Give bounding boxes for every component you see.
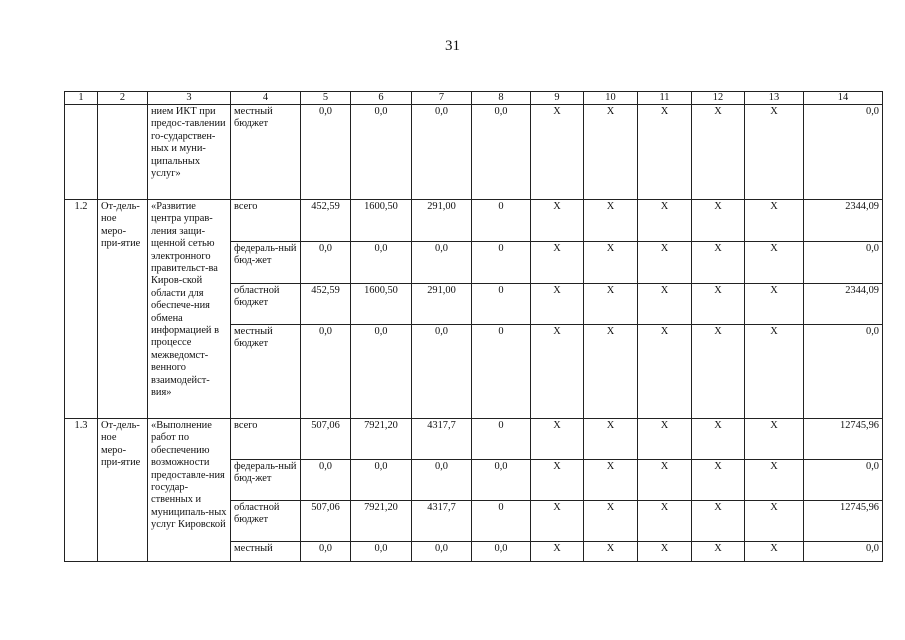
- value-cell: 507,06: [301, 501, 351, 542]
- x-mark-cell: Х: [692, 542, 745, 562]
- x-mark-cell: Х: [692, 501, 745, 542]
- value-cell: 0: [472, 501, 531, 542]
- value-cell: 7921,20: [351, 419, 412, 460]
- value-cell: 1600,50: [351, 284, 412, 325]
- total-cell: 0,0: [804, 242, 883, 284]
- total-cell: 0,0: [804, 542, 883, 562]
- value-cell: 291,00: [412, 200, 472, 242]
- column-header: 10: [584, 92, 638, 105]
- x-mark-cell: Х: [745, 200, 804, 242]
- value-cell: 452,59: [301, 200, 351, 242]
- value-cell: 0,0: [301, 542, 351, 562]
- x-mark-cell: Х: [692, 460, 745, 501]
- column-header: 7: [412, 92, 472, 105]
- x-mark-cell: Х: [584, 284, 638, 325]
- funding-source: федераль-ный бюд-жет: [231, 460, 301, 501]
- column-header: 2: [98, 92, 148, 105]
- x-mark-cell: Х: [638, 460, 692, 501]
- value-cell: 0,0: [472, 105, 531, 200]
- value-cell: 0,0: [412, 105, 472, 200]
- x-mark-cell: Х: [584, 242, 638, 284]
- value-cell: 4317,7: [412, 419, 472, 460]
- table-body: [65, 92, 883, 562]
- x-mark-cell: Х: [584, 200, 638, 242]
- funding-source: федераль-ный бюд-жет: [231, 242, 301, 284]
- total-cell: 0,0: [804, 105, 883, 200]
- value-cell: 0,0: [301, 460, 351, 501]
- x-mark-cell: Х: [638, 200, 692, 242]
- value-cell: 7921,20: [351, 501, 412, 542]
- value-cell: 291,00: [412, 284, 472, 325]
- total-cell: 2344,09: [804, 200, 883, 242]
- x-mark-cell: Х: [745, 284, 804, 325]
- x-mark-cell: Х: [692, 325, 745, 419]
- value-cell: 4317,7: [412, 501, 472, 542]
- x-mark-cell: Х: [692, 419, 745, 460]
- value-cell: 0: [472, 200, 531, 242]
- value-cell: 0,0: [472, 460, 531, 501]
- funding-source: местный: [231, 542, 301, 562]
- column-header: 13: [745, 92, 804, 105]
- table-row: [65, 419, 883, 460]
- table-row: [65, 105, 883, 200]
- value-cell: 0,0: [412, 542, 472, 562]
- value-cell: 0,0: [351, 242, 412, 284]
- value-cell: 0,0: [351, 325, 412, 419]
- x-mark-cell: Х: [584, 460, 638, 501]
- x-mark-cell: Х: [692, 284, 745, 325]
- column-header: 8: [472, 92, 531, 105]
- value-cell: 452,59: [301, 284, 351, 325]
- table-header-row: [65, 92, 883, 105]
- x-mark-cell: Х: [745, 419, 804, 460]
- x-mark-cell: Х: [531, 501, 584, 542]
- x-mark-cell: Х: [638, 284, 692, 325]
- value-cell: 0,0: [351, 105, 412, 200]
- x-mark-cell: Х: [692, 105, 745, 200]
- value-cell: 0,0: [301, 325, 351, 419]
- value-cell: 0: [472, 419, 531, 460]
- column-header: 5: [301, 92, 351, 105]
- x-mark-cell: Х: [584, 105, 638, 200]
- column-header: 3: [148, 92, 231, 105]
- x-mark-cell: Х: [745, 501, 804, 542]
- row-description: «Выполнение работ по обеспечению возможности предоставле-ния государ-ственных и муниципаль-ных услуг Кировской: [148, 419, 231, 562]
- value-cell: 0,0: [351, 460, 412, 501]
- value-cell: 0,0: [301, 105, 351, 200]
- x-mark-cell: Х: [531, 460, 584, 501]
- row-kind-cell: От-дель-ное меро-при-ятие: [98, 419, 148, 562]
- x-mark-cell: Х: [745, 325, 804, 419]
- x-mark-cell: Х: [531, 242, 584, 284]
- x-mark-cell: Х: [531, 542, 584, 562]
- page-number: 31: [445, 38, 460, 54]
- row-kind-cell: [98, 105, 148, 200]
- x-mark-cell: Х: [745, 242, 804, 284]
- funding-source: местный бюджет: [231, 105, 301, 200]
- x-mark-cell: Х: [745, 542, 804, 562]
- x-mark-cell: Х: [584, 325, 638, 419]
- budget-table: [64, 91, 883, 562]
- x-mark-cell: Х: [638, 325, 692, 419]
- value-cell: 0,0: [472, 542, 531, 562]
- funding-source: местный бюджет: [231, 325, 301, 419]
- table-row: [65, 200, 883, 242]
- funding-source: всего: [231, 419, 301, 460]
- value-cell: 0,0: [301, 242, 351, 284]
- x-mark-cell: Х: [745, 460, 804, 501]
- x-mark-cell: Х: [638, 105, 692, 200]
- x-mark-cell: Х: [638, 242, 692, 284]
- row-description: «Развитие центра управ-ления защи-щенной сетью электронного правительст-ва Киров-ской области для обеспече-ния обмена информацией в процессе межведомст-венного взаимодейст-вия»: [148, 200, 231, 419]
- funding-source: областной бюджет: [231, 501, 301, 542]
- row-kind-cell: От-дель-ное меро-при-ятие: [98, 200, 148, 419]
- value-cell: 1600,50: [351, 200, 412, 242]
- x-mark-cell: Х: [638, 501, 692, 542]
- value-cell: 0,0: [412, 242, 472, 284]
- value-cell: 0: [472, 325, 531, 419]
- row-number-cell: 1.2: [65, 200, 98, 419]
- x-mark-cell: Х: [745, 105, 804, 200]
- x-mark-cell: Х: [638, 419, 692, 460]
- column-header: 14: [804, 92, 883, 105]
- total-cell: 12745,96: [804, 419, 883, 460]
- value-cell: 0: [472, 284, 531, 325]
- column-header: 6: [351, 92, 412, 105]
- funding-source: всего: [231, 200, 301, 242]
- value-cell: 0,0: [412, 325, 472, 419]
- row-number-cell: 1.3: [65, 419, 98, 562]
- total-cell: 12745,96: [804, 501, 883, 542]
- x-mark-cell: Х: [692, 242, 745, 284]
- total-cell: 2344,09: [804, 284, 883, 325]
- row-number-cell: [65, 105, 98, 200]
- x-mark-cell: Х: [531, 325, 584, 419]
- x-mark-cell: Х: [638, 542, 692, 562]
- total-cell: 0,0: [804, 325, 883, 419]
- x-mark-cell: Х: [531, 200, 584, 242]
- column-header: 11: [638, 92, 692, 105]
- x-mark-cell: Х: [531, 419, 584, 460]
- x-mark-cell: Х: [531, 105, 584, 200]
- x-mark-cell: Х: [692, 200, 745, 242]
- value-cell: 0: [472, 242, 531, 284]
- x-mark-cell: Х: [584, 419, 638, 460]
- x-mark-cell: Х: [584, 501, 638, 542]
- total-cell: 0,0: [804, 460, 883, 501]
- value-cell: 507,06: [301, 419, 351, 460]
- column-header: 12: [692, 92, 745, 105]
- x-mark-cell: Х: [584, 542, 638, 562]
- value-cell: 0,0: [351, 542, 412, 562]
- x-mark-cell: Х: [531, 284, 584, 325]
- column-header: 9: [531, 92, 584, 105]
- column-header: 4: [231, 92, 301, 105]
- funding-source: областной бюджет: [231, 284, 301, 325]
- value-cell: 0,0: [412, 460, 472, 501]
- row-description: нием ИКТ при предос-тавлении го-сударствен-ных и муни-ципальных услуг»: [148, 105, 231, 200]
- column-header: 1: [65, 92, 98, 105]
